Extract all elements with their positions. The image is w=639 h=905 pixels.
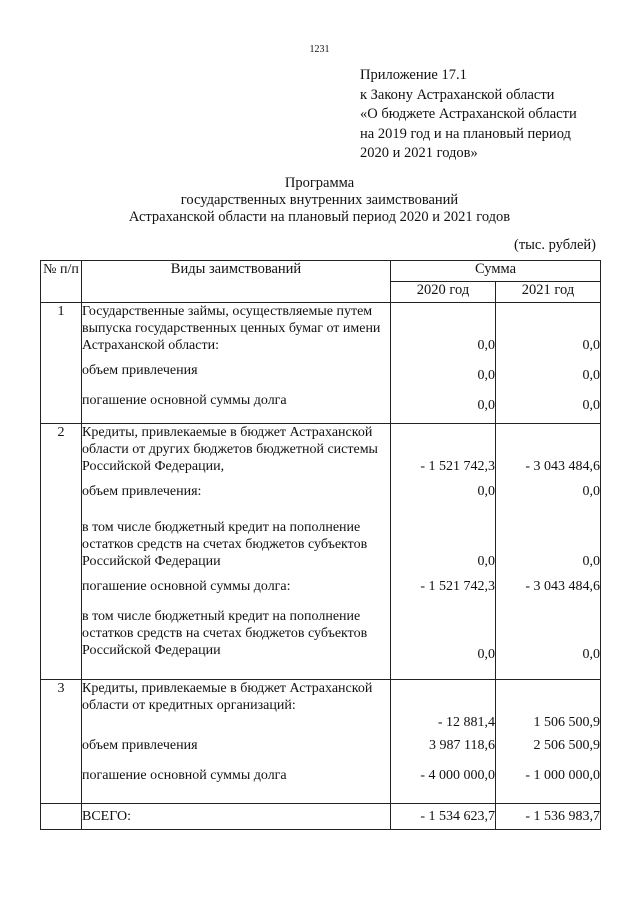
- header-year-2020: 2020 год: [391, 282, 496, 303]
- table-section-3: [41, 680, 601, 804]
- header-year-2021: 2021 год: [496, 282, 601, 303]
- values-2021: [496, 303, 601, 424]
- table-section-1: [41, 303, 601, 424]
- appendix-line: Приложение 17.1: [360, 67, 467, 83]
- total-row: [41, 804, 601, 830]
- values-2020: [391, 424, 496, 680]
- row-text: Кредиты, привлекаемые в бюджет Астраханской области от других бюджетов бюджетной системы Российской Федерации,: [82, 425, 378, 474]
- value-cell: - 1 521 742,3: [420, 459, 495, 474]
- row-text: Кредиты, привлекаемые в бюджет Астраханской области от кредитных организаций:: [82, 681, 373, 713]
- section-description: [82, 303, 391, 424]
- values-2020: [391, 680, 496, 804]
- title-line: государственных внутренних заимствований: [180, 192, 459, 208]
- value-cell: 1 506 500,9: [533, 715, 600, 730]
- appendix-line: «О бюджете Астраханской области: [360, 106, 577, 122]
- value-cell: 0,0: [582, 554, 600, 569]
- total-label: ВСЕГО:: [82, 804, 391, 830]
- value-cell: - 3 043 484,6: [525, 579, 600, 594]
- row-text: в том числе бюджетный кредит на пополнение остатков средств на счетах бюджетов субъектов Российской Федерации: [82, 609, 368, 658]
- row-text: погашение основной суммы долга: [82, 768, 287, 783]
- value-cell: 0,0: [582, 368, 600, 383]
- value-cell: 0,0: [477, 368, 495, 383]
- appendix-line: на 2019 год и на плановый период: [360, 125, 571, 142]
- section-number: 3: [41, 680, 82, 804]
- document-title: [0, 175, 639, 226]
- row-text: погашение основной суммы долга:: [82, 579, 291, 594]
- value-cell: - 1 521 742,3: [420, 579, 495, 594]
- table-section-2: [41, 424, 601, 680]
- section-description: [82, 680, 391, 804]
- value-cell: - 12 881,4: [437, 715, 495, 730]
- values-2021: [496, 680, 601, 804]
- header-row: [41, 261, 601, 282]
- total-2021: - 1 536 983,7: [496, 804, 601, 830]
- values-2020: [391, 303, 496, 424]
- value-cell: 0,0: [582, 647, 600, 662]
- total-num-cell: [41, 804, 82, 830]
- section-number: 1: [41, 303, 82, 424]
- value-cell: 0,0: [477, 398, 495, 413]
- value-cell: - 3 043 484,6: [525, 459, 600, 474]
- section-description: [82, 424, 391, 680]
- header-sum: Сумма: [391, 261, 601, 282]
- borrowing-program-table: [40, 260, 601, 830]
- header-num: № п/п: [41, 261, 82, 303]
- value-cell: 2 506 500,9: [533, 738, 600, 753]
- section-number: 2: [41, 424, 82, 680]
- units-label: (тыс. рублей): [514, 237, 596, 253]
- value-cell: 0,0: [477, 338, 495, 353]
- value-cell: - 4 000 000,0: [420, 768, 495, 783]
- value-cell: 3 987 118,6: [429, 738, 495, 753]
- value-cell: 0,0: [582, 398, 600, 413]
- row-text: объем привлечения: [82, 738, 198, 753]
- title-line: Программа: [284, 175, 355, 191]
- appendix-line: к Закону Астраханской области: [360, 86, 555, 103]
- appendix-line: 2020 и 2021 годов»: [360, 145, 478, 161]
- total-2020: - 1 534 623,7: [391, 804, 496, 830]
- appendix-block: [360, 66, 577, 164]
- row-text: Государственные займы, осуществляемые путем выпуска государственных ценных бумаг от имени Астраханской области:: [82, 304, 381, 353]
- row-text: погашение основной суммы долга: [82, 393, 287, 408]
- value-cell: 0,0: [582, 484, 600, 499]
- row-text: в том числе бюджетный кредит на пополнение остатков средств на счетах бюджетов субъектов Российской Федерации: [82, 520, 368, 569]
- value-cell: 0,0: [582, 338, 600, 353]
- values-2021: [496, 424, 601, 680]
- header-kind: Виды заимствований: [82, 261, 391, 303]
- page-number: 1231: [309, 44, 330, 55]
- value-cell: 0,0: [477, 554, 495, 569]
- row-text: объем привлечения:: [82, 484, 202, 499]
- value-cell: 0,0: [477, 484, 495, 499]
- row-text: объем привлечения: [82, 363, 198, 378]
- value-cell: 0,0: [477, 647, 495, 662]
- value-cell: - 1 000 000,0: [525, 768, 600, 783]
- title-line: Астраханской области на плановый период 2020 и 2021 годов: [128, 209, 511, 225]
